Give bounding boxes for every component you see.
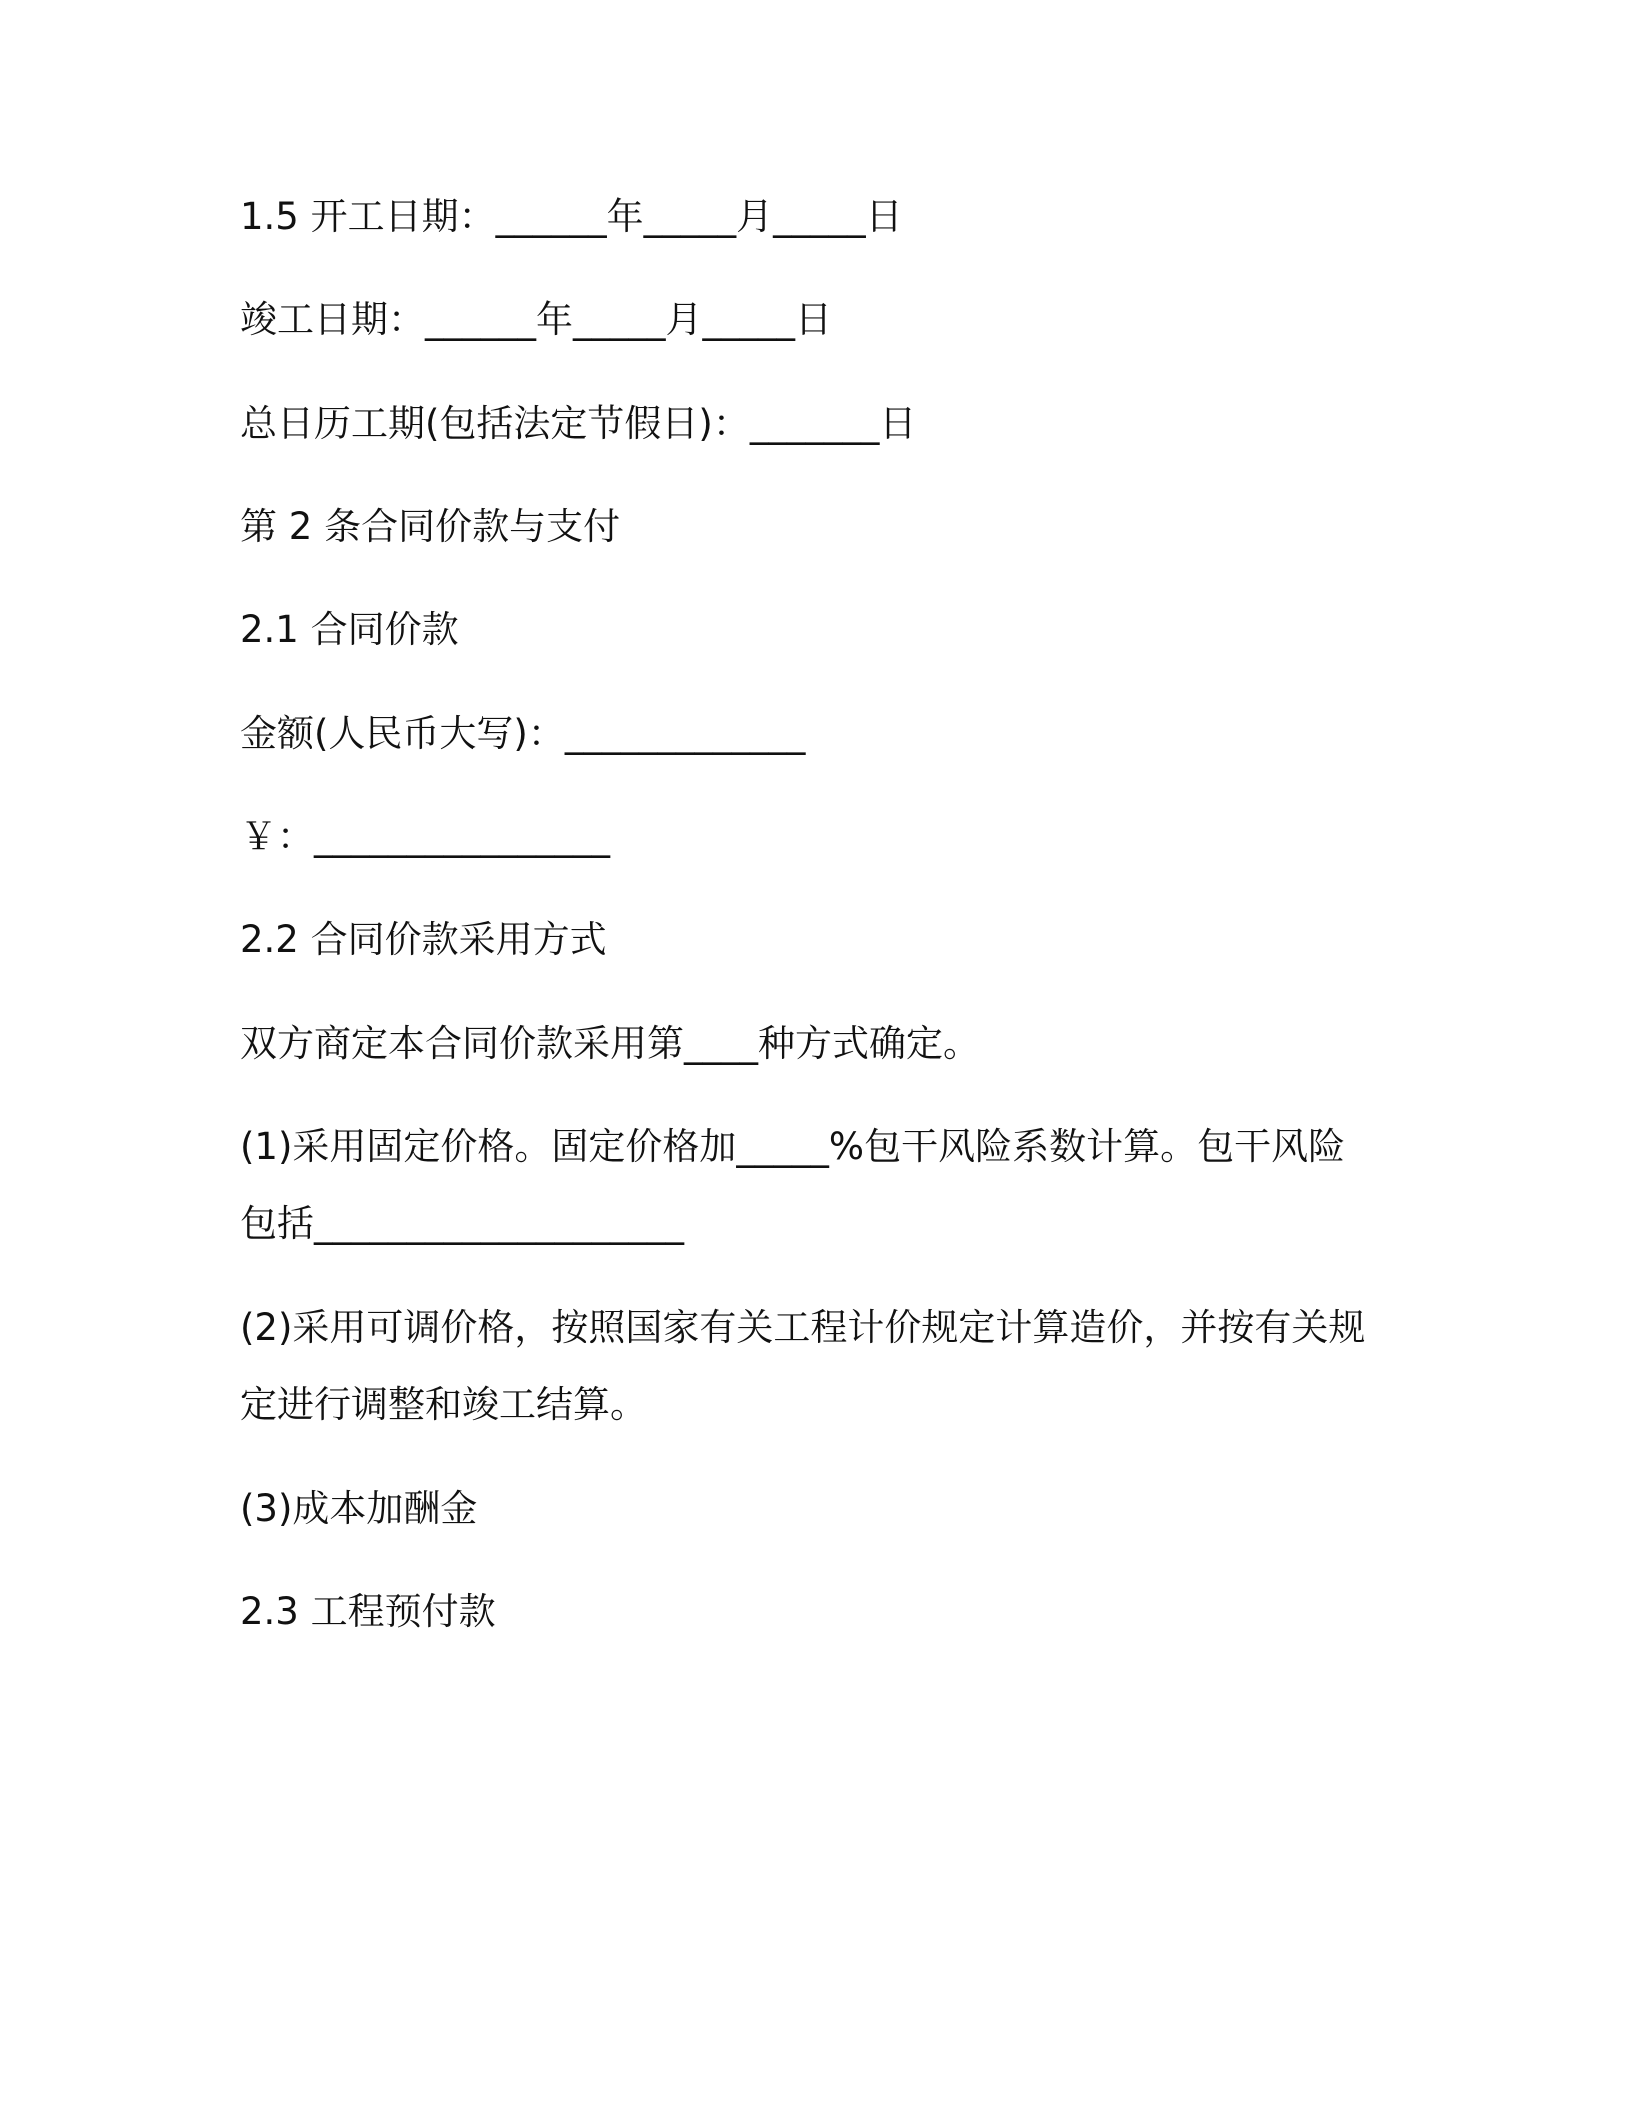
amount-yuan-line: ￥：________________ [240, 815, 610, 858]
option-2-continued: 定进行调整和竣工结算。 [240, 1383, 647, 1426]
section-2-2-heading: 2.2 合同价款采用方式 [240, 918, 607, 961]
article-2-heading: 第 2 条合同价款与支付 [240, 505, 621, 548]
method-selection-line: 双方商定本合同价款采用第____种方式确定。 [240, 1022, 980, 1065]
completion-date-line: 竣工日期：______年_____月_____日 [240, 298, 832, 341]
option-3-line: (3)成本加酬金 [240, 1487, 478, 1530]
section-2-1-heading: 2.1 合同价款 [240, 608, 459, 651]
total-duration-line: 总日历工期(包括法定节假日)：_______日 [240, 402, 917, 445]
section-2-3-heading: 2.3 工程预付款 [240, 1590, 496, 1633]
option-2-line: (2)采用可调价格，按照国家有关工程计价规定计算造价，并按有关规 [240, 1306, 1366, 1349]
amount-uppercase-line: 金额(人民币大写)：_____________ [240, 712, 806, 755]
option-1-continued: 包括____________________ [240, 1202, 684, 1245]
option-1-line: (1)采用固定价格。固定价格加_____%包干风险系数计算。包干风险 [240, 1125, 1346, 1168]
start-date-line: 1.5 开工日期：______年_____月_____日 [240, 195, 903, 238]
